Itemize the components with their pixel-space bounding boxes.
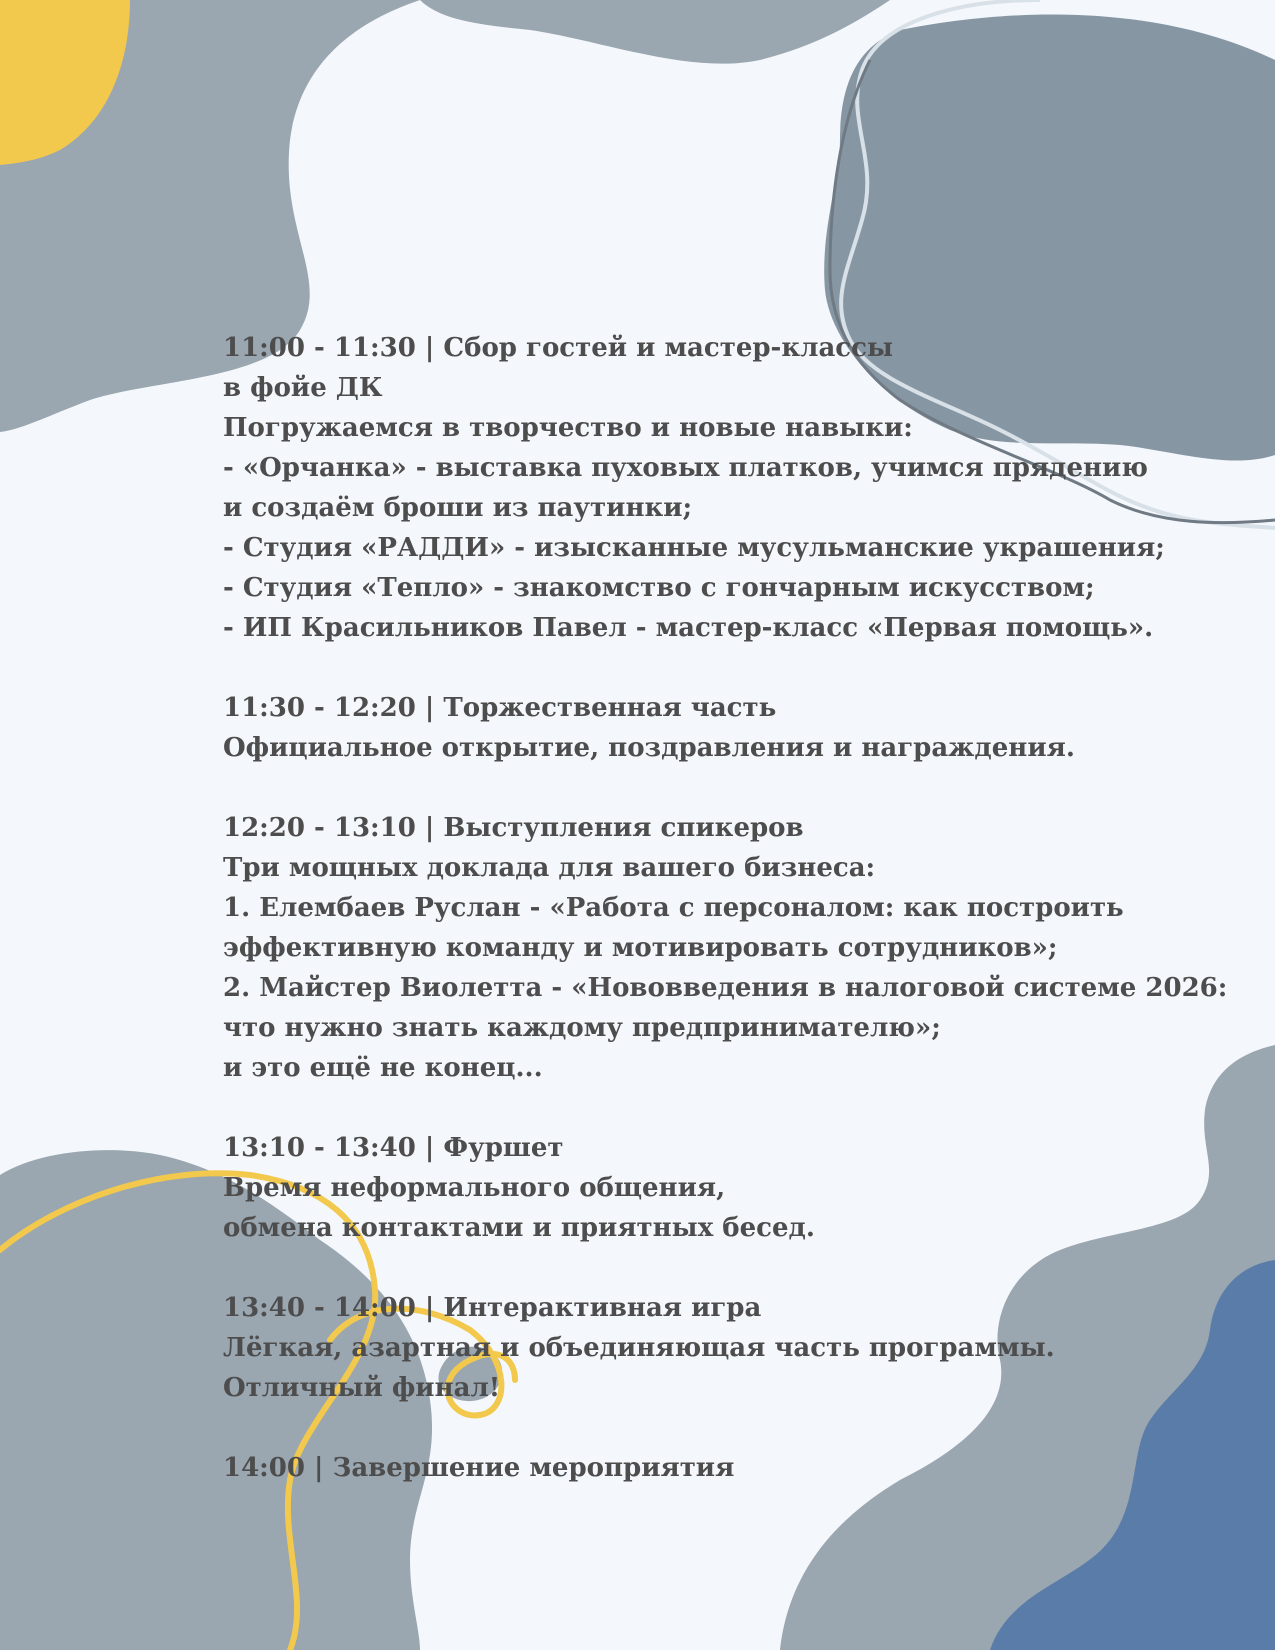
schedule-description-line: и это ещё не конец... bbox=[223, 1053, 543, 1083]
schedule-separator: | bbox=[424, 1133, 435, 1163]
schedule-title: Фуршет bbox=[443, 1133, 564, 1163]
schedule-description-line: Время неформального общения, bbox=[223, 1173, 726, 1203]
schedule-heading bbox=[223, 1448, 1223, 1488]
schedule-description-line: Отличный финал! bbox=[223, 1373, 501, 1403]
schedule-description-line: обмена контактами и приятных бесед. bbox=[223, 1213, 815, 1243]
schedule-time: 11:30 - 12:20 bbox=[223, 693, 416, 723]
schedule-time: 14:00 bbox=[223, 1453, 305, 1483]
schedule-block bbox=[223, 1128, 1223, 1248]
schedule-heading bbox=[223, 688, 1223, 728]
schedule-description-line: Три мощных доклада для вашего бизнеса: bbox=[223, 853, 876, 883]
schedule-title: Торжественная часть bbox=[443, 693, 777, 723]
schedule-block bbox=[223, 328, 1223, 648]
schedule-time: 13:10 - 13:40 bbox=[223, 1133, 416, 1163]
schedule-description-line: - Студия «РАДДИ» - изысканные мусульманские украшения; bbox=[223, 533, 1165, 563]
schedule-description-line: что нужно знать каждому предпринимателю»; bbox=[223, 1013, 941, 1043]
top-grey-wave bbox=[420, 0, 890, 64]
schedule-time: 12:20 - 13:10 bbox=[223, 813, 416, 843]
schedule-description-line: и создаём броши из паутинки; bbox=[223, 493, 693, 523]
event-program bbox=[223, 328, 1228, 1528]
schedule-heading bbox=[223, 1288, 1223, 1328]
schedule-separator: | bbox=[424, 813, 435, 843]
schedule-description-line: - ИП Красильников Павел - мастер-класс «Первая помощь». bbox=[223, 613, 1154, 643]
schedule-time: 11:00 - 11:30 bbox=[223, 333, 416, 363]
schedule-description-line: - Студия «Тепло» - знакомство с гончарным искусством; bbox=[223, 573, 1095, 603]
schedule-description-line: Лёгкая, азартная и объединяющая часть программы. bbox=[223, 1333, 1055, 1363]
schedule-separator: | bbox=[424, 693, 435, 723]
schedule-block bbox=[223, 1288, 1223, 1408]
schedule-heading bbox=[223, 808, 1223, 848]
schedule-description-line: Погружаемся в творчество и новые навыки: bbox=[223, 413, 913, 443]
schedule-block bbox=[223, 808, 1228, 1088]
schedule-title: Сбор гостей и мастер-классы bbox=[443, 333, 894, 363]
schedule-description-line: 1. Елембаев Руслан - «Работа с персоналом: как построить bbox=[223, 893, 1124, 923]
schedule-separator: | bbox=[424, 1293, 435, 1323]
schedule-title: Завершение мероприятия bbox=[332, 1453, 735, 1483]
schedule-description-line: эффективную команду и мотивировать сотрудников»; bbox=[223, 933, 1058, 963]
schedule-description-line: Официальное открытие, поздравления и награждения. bbox=[223, 733, 1075, 763]
schedule-description-line: 2. Майстер Виолетта - «Нововведения в налоговой системе 2026: bbox=[223, 973, 1228, 1003]
schedule-heading bbox=[223, 328, 1223, 368]
schedule-block bbox=[223, 1448, 1223, 1488]
schedule-time: 13:40 - 14:00 bbox=[223, 1293, 416, 1323]
schedule-title: Интерактивная игра bbox=[443, 1293, 762, 1323]
schedule-separator: | bbox=[424, 333, 435, 363]
schedule-heading bbox=[223, 1128, 1223, 1168]
schedule-separator: | bbox=[314, 1453, 324, 1483]
schedule-description-line: в фойе ДК bbox=[223, 373, 383, 403]
schedule-description-line: - «Орчанка» - выставка пуховых платков, учимся прядению bbox=[223, 453, 1148, 483]
schedule-title: Выступления спикеров bbox=[443, 813, 804, 843]
schedule-block bbox=[223, 688, 1223, 768]
